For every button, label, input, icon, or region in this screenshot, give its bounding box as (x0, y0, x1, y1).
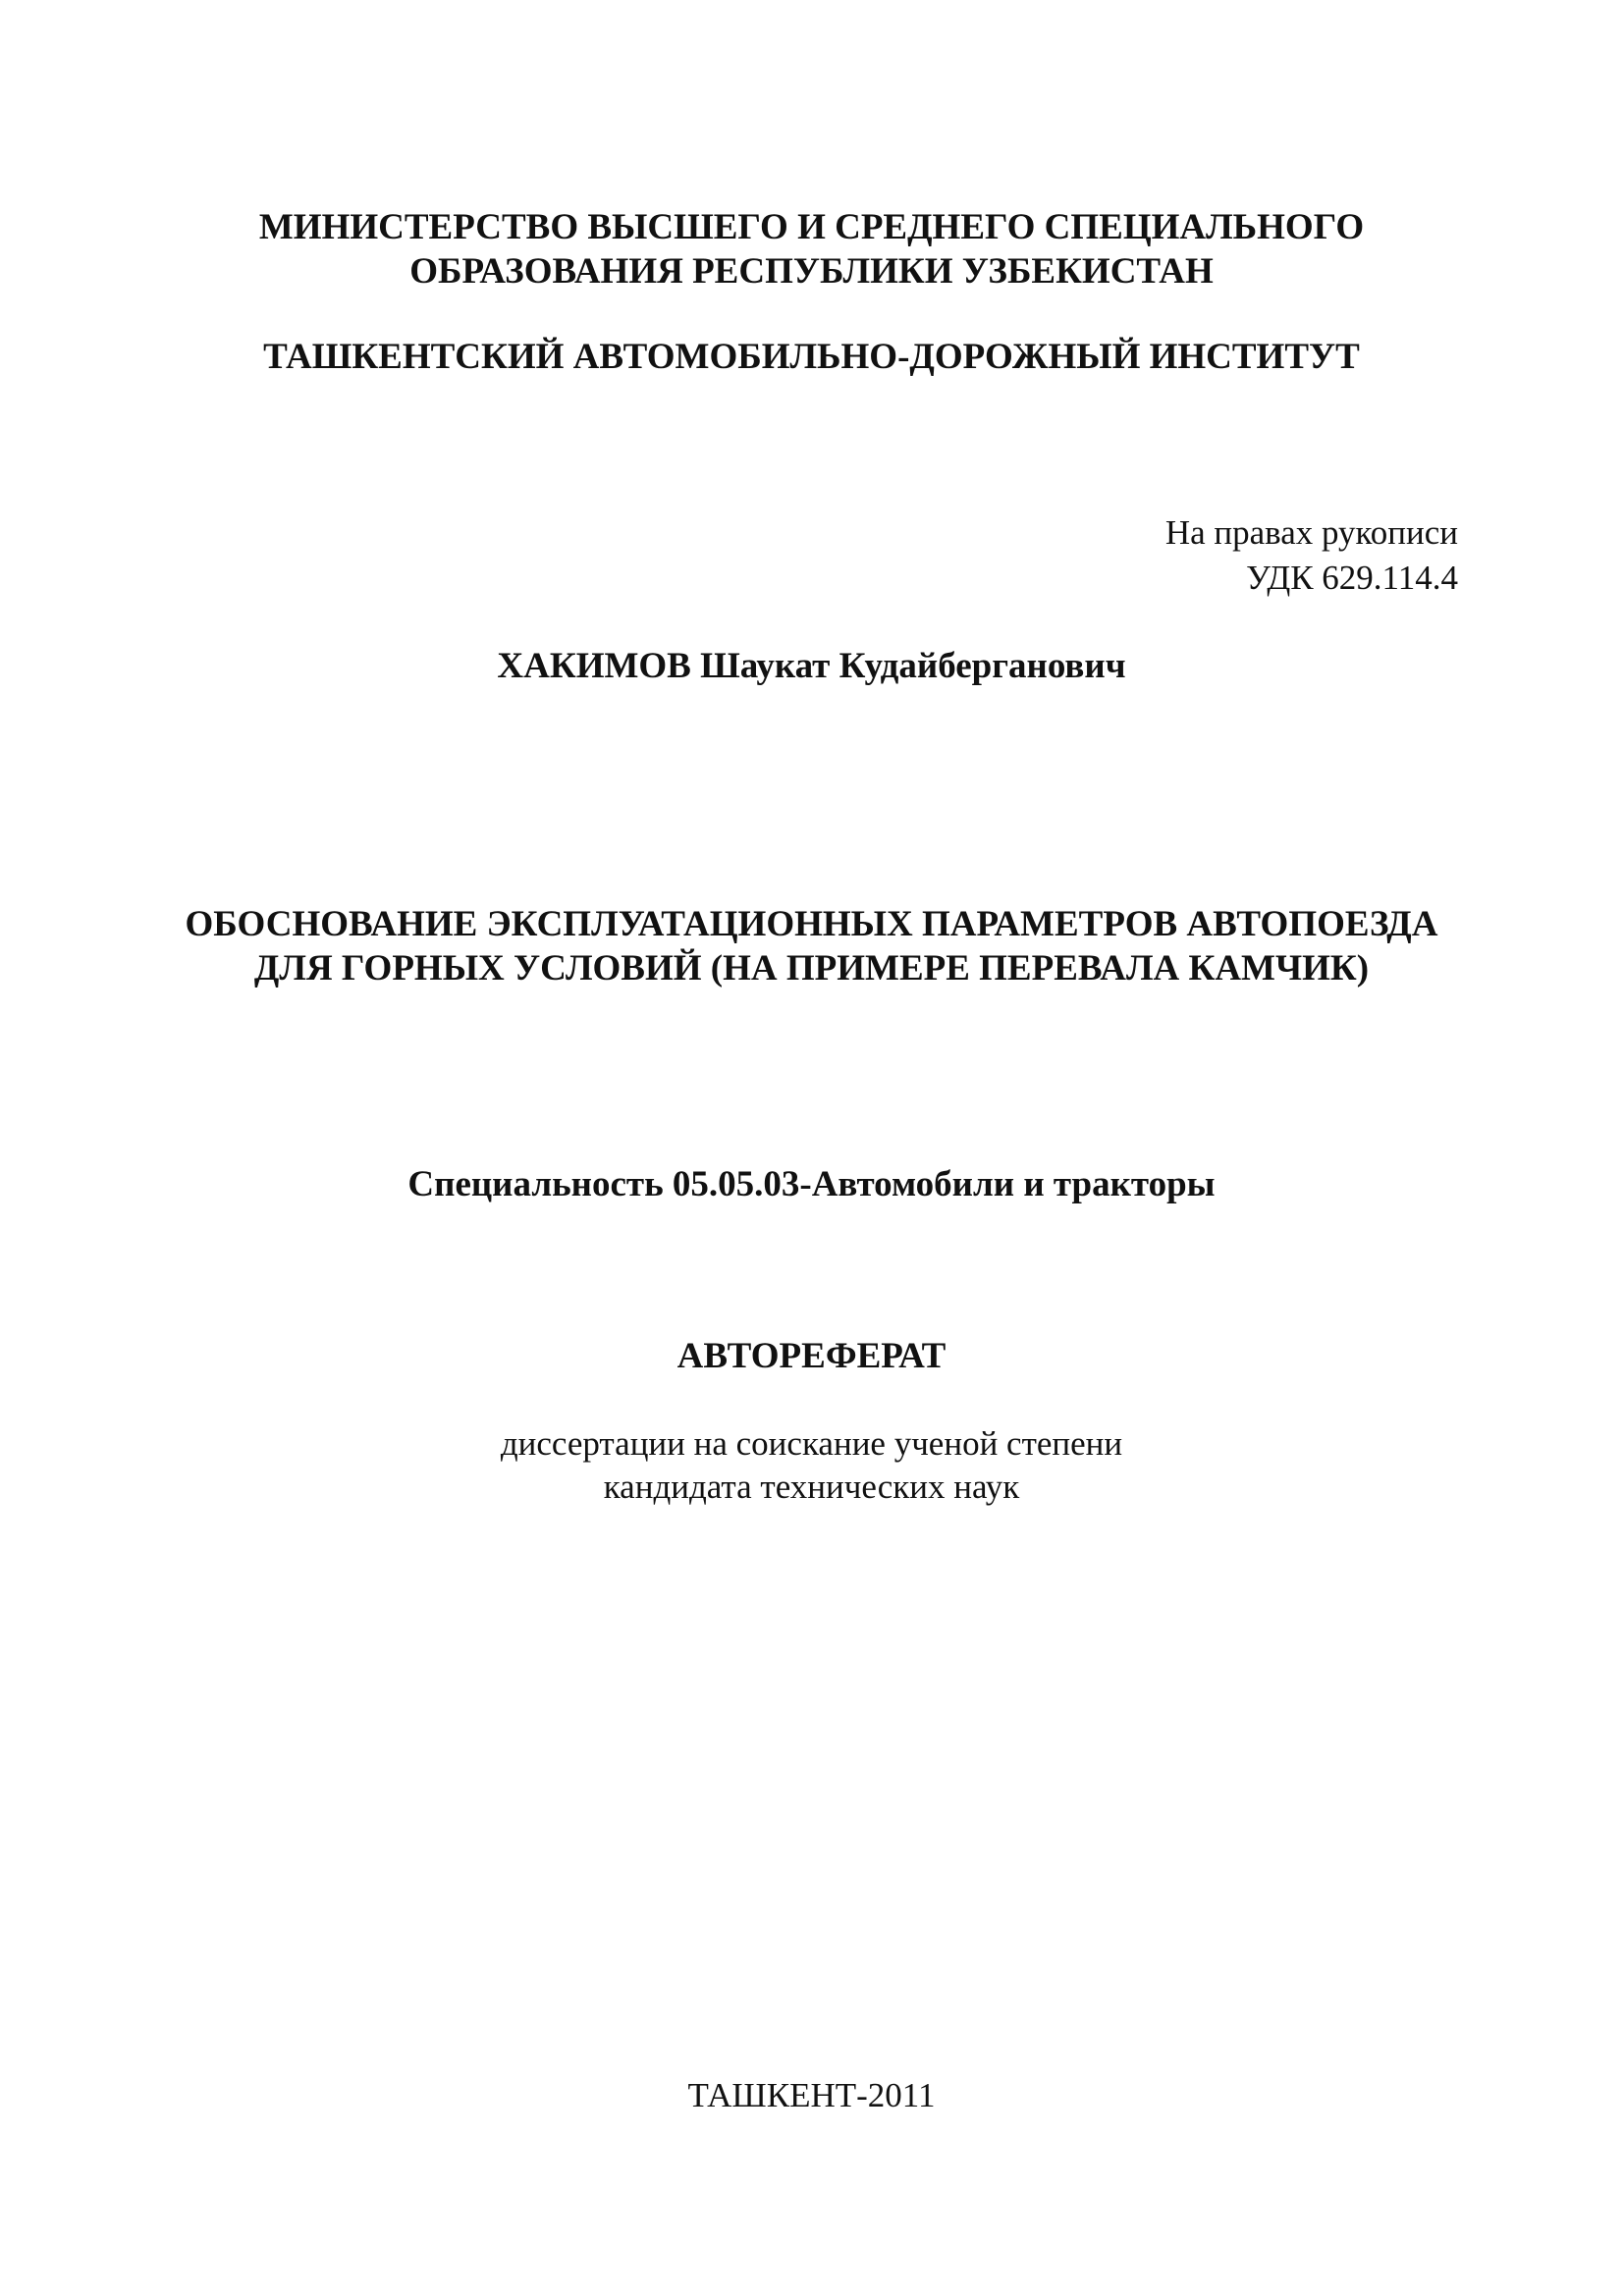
institute-name: ТАШКЕНТСКИЙ АВТОМОБИЛЬНО-ДОРОЖНЫЙ ИНСТИТУТ (263, 337, 1360, 377)
specialty: Специальность 05.05.03-Автомобили и тракторы (407, 1164, 1216, 1204)
udk-code: УДК 629.114.4 (1246, 559, 1458, 597)
author-surname: ХАКИМОВ (497, 646, 691, 686)
document-type: АВТОРЕФЕРАТ (676, 1336, 947, 1376)
degree-description-line-2: кандидата технических наук (603, 1468, 1020, 1506)
manuscript-rights-note: На правах рукописи (1164, 513, 1458, 552)
degree-description-line-1: диссертации на соискание ученой степени (500, 1424, 1123, 1463)
dissertation-title-line-2: ДЛЯ ГОРНЫХ УСЛОВИЙ (НА ПРИМЕРЕ ПЕРЕВАЛА КАМЧИК) (253, 948, 1370, 988)
city-and-year: ТАШКЕНТ-2011 (687, 2076, 936, 2114)
author-name (0, 648, 1623, 684)
author-given-names: Шаукат Кудайберганович (700, 646, 1126, 686)
ministry-name-line-2: ОБРАЗОВАНИЯ РЕСПУБЛИКИ УЗБЕКИСТАН (409, 251, 1214, 292)
dissertation-title-line-1: ОБОСНОВАНИЕ ЭКСПЛУАТАЦИОННЫХ ПАРАМЕТРОВ АВТОПОЕЗДА (185, 904, 1438, 944)
ministry-name-line-1: МИНИСТЕРСТВО ВЫСШЕГО И СРЕДНЕГО СПЕЦИАЛЬНОГО (258, 207, 1365, 247)
